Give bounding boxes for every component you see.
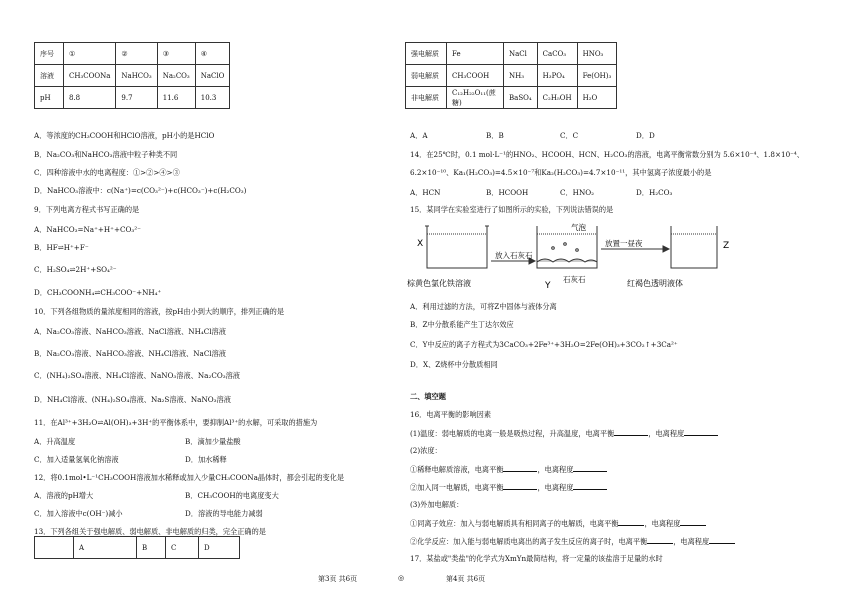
q10-option-c: C．(NH₄)₂SO₄溶液、NH₄Cl溶液、NaNO₃溶液、Na₂CO₃溶液: [34, 371, 240, 380]
label-x-letter: X: [417, 239, 424, 249]
cell: pH: [35, 87, 64, 109]
q15-option-a: A．利用过滤的方法，可将Z中固体与液体分离: [410, 302, 557, 311]
q14-option-b: B．HCOOH: [486, 188, 529, 197]
q16-3-1-text-a: ①同离子效应：加入与弱电解质具有相同离子的电解质，电离平衡: [410, 519, 619, 528]
q16-title: 16．电离平衡的影响因素: [410, 410, 492, 419]
q13-option-a: A．A: [410, 131, 428, 140]
step1-label: 放入石灰石: [495, 251, 533, 260]
cell: ①: [64, 43, 116, 65]
q16-2-2-text-a: ②加入同一电解质，电离平衡: [410, 483, 504, 492]
answer-blank[interactable]: [684, 428, 718, 436]
cell: 8.8: [64, 87, 116, 109]
cell: C₁₂H₂₂O₁₁(蔗糖): [447, 87, 504, 109]
q8-option-a: A．等浓度的CH₃COOH和HClO溶液，pH小的是HClO: [34, 131, 215, 140]
bubble-dot: [564, 243, 567, 246]
cell: 强电解质: [406, 43, 447, 65]
q11-option-b: B．滴加少量盐酸: [185, 437, 241, 446]
cell: B: [137, 537, 166, 559]
cell: 溶液: [35, 65, 64, 87]
q14-option-a: A．HCN: [410, 188, 441, 197]
cell: 11.6: [157, 87, 195, 109]
q11-option-a: A．升高温度: [34, 437, 76, 446]
q10-option-a: A．Na₂CO₃溶液、NaHCO₃溶液、NaCl溶液、NH₄Cl溶液: [34, 327, 226, 336]
answer-blank[interactable]: [680, 518, 706, 526]
cell: 弱电解质: [406, 65, 447, 87]
cell: NaClO: [195, 65, 230, 87]
cell: NaHCO₃: [116, 65, 157, 87]
q13-option-c: C．C: [560, 131, 579, 140]
cell: D: [199, 537, 240, 559]
cell: 9.7: [116, 87, 157, 109]
q16-3: (3)外加电解质：: [410, 500, 464, 509]
q16-1-text-b: ，电离程度: [648, 429, 685, 438]
answer-blank[interactable]: [618, 518, 644, 526]
answer-blank[interactable]: [614, 428, 648, 436]
answer-blank[interactable]: [709, 536, 735, 544]
q10-option-d: D．NH₄Cl溶液、(NH₄)₂SO₄溶液、Na₂S溶液、NaNO₃溶液: [34, 395, 231, 404]
q14-line1: 14．在25℃时，0.1 mol·L⁻¹的HNO₂、HCOOH、HCN、H₂CO₃的溶液，电离平衡常数分别为 5.6×10⁻⁴、1.8×10⁻⁴、: [410, 150, 804, 159]
center-mark: ◎: [398, 574, 405, 582]
q15-option-c: C．Y中反应的离子方程式为3CaCO₃+2Fe³⁺+3H₂O=2Fe(OH)₃+3CO₂↑+3Ca²⁺: [410, 340, 678, 349]
left-ph-table: [34, 42, 230, 109]
answer-blank[interactable]: [647, 536, 673, 544]
q11-option-c: C．加入适量氢氧化钠溶液: [34, 455, 119, 464]
q12-option-a: A．溶液的pH增大: [34, 491, 94, 500]
q15-option-b: B．Z中分散系能产生丁达尔效应: [410, 320, 514, 329]
cell: Na₂CO₃: [157, 65, 195, 87]
q9-option-c: C．H₂SO₄⇌2H⁺+SO₄²⁻: [34, 265, 117, 274]
q14-option-c: C．HNO₂: [560, 188, 595, 197]
cell: HNO₃: [577, 43, 617, 65]
cell: A: [74, 537, 137, 559]
bubble-dot: [576, 249, 579, 252]
q16-2-1: [410, 464, 607, 474]
experiment-diagram: [405, 218, 735, 296]
answer-blank[interactable]: [573, 464, 607, 472]
q9-title: 9．下列电离方程式书写正确的是: [34, 205, 140, 214]
q10-title: 10．下列各组物质的量浓度相同的溶液，按pH由小到大的顺序，排列正确的是: [34, 307, 285, 316]
q12-option-c: C．加入溶液中c(OH⁻)减小: [34, 509, 123, 518]
q13-option-d: D．D: [636, 131, 655, 140]
q17-text: 17．某盐或"类盐"的化学式为XmYn最简结构，将一定量的该盐溶于足量的水时: [410, 554, 663, 563]
cell: [35, 537, 74, 559]
cell: H₂O: [577, 87, 617, 109]
right-page-footer: 第4页 共6页: [446, 575, 486, 583]
cell: CH₃COONa: [64, 65, 116, 87]
cell: ④: [195, 43, 230, 65]
cell: ②: [116, 43, 157, 65]
q16-2-1-text-b: ，电离程度: [537, 465, 574, 474]
q14-line2: 6.2×10⁻¹⁰、Ka₁(H₂CO₃)=4.5×10⁻⁷和Ka₂(H₂CO₃)=4.7×10⁻¹¹，其中氢离子浓度最小的是: [410, 168, 712, 177]
stone-label: 石灰石: [563, 275, 586, 284]
q9-option-b: B．HF⇌H⁺+F⁻: [34, 243, 89, 252]
q9-option-d: D．CH₃COONH₄⇌CH₃COO⁻+NH₄⁺: [34, 288, 162, 297]
q13-header-table: [34, 536, 240, 559]
cell: CH₃COOH: [447, 65, 504, 87]
cell: Fe(OH)₃: [577, 65, 617, 87]
q14-option-d: D．H₂CO₃: [636, 188, 673, 197]
answer-blank[interactable]: [573, 482, 607, 490]
cell: 10.3: [195, 87, 230, 109]
bubble-dot: [552, 247, 555, 250]
cell: C: [166, 537, 199, 559]
q10-option-b: B．Na₂CO₃溶液、NaHCO₃溶液、NH₄Cl溶液、NaCl溶液: [34, 349, 226, 358]
q16-1-text-a: (1)温度：弱电解质的电离一般是吸热过程，升高温度，电离平衡: [410, 429, 615, 438]
cell: CaCO₃: [537, 43, 577, 65]
cell: BaSO₄: [504, 87, 538, 109]
beaker-z: [671, 226, 717, 268]
q15-option-d: D．X、Z烧杯中分散质相同: [410, 360, 498, 369]
cell: NH₃: [504, 65, 538, 87]
label-y-letter: Y: [545, 281, 551, 291]
answer-blank[interactable]: [503, 482, 537, 490]
q16-3-2-text-a: ②化学反应：加入能与弱电解质电离出的离子发生反应的离子时，电离平衡: [410, 537, 648, 546]
cell: Fe: [447, 43, 504, 65]
q8-option-d: D．NaHCO₃溶液中：c(Na⁺)=c(CO₃²⁻)+c(HCO₃⁻)+c(H₂CO₃): [34, 186, 247, 195]
q8-option-b: B．Na₂CO₃和NaHCO₃溶液中粒子种类不同: [34, 150, 178, 159]
q9-option-a: A．NaHCO₃=Na⁺+H⁺+CO₃²⁻: [34, 225, 141, 234]
beaker-y: [537, 226, 597, 268]
q16-2: (2)浓度：: [410, 446, 442, 455]
q13-option-b: B．B: [486, 131, 504, 140]
q12-option-d: D．溶液的导电能力减弱: [185, 509, 263, 518]
q8-option-c: C．四种溶液中水的电离程度：①>②>④>③: [34, 168, 180, 177]
q11-title: 11．在Al³⁺+3H₂O⇌Al(OH)₃+3H⁺的平衡体系中，要抑制Al³⁺的水解，可采取的措施为: [34, 418, 318, 427]
step2-label: 放置一昼夜: [605, 239, 643, 248]
q16-2-1-text-a: ①稀释电解质溶液，电离平衡: [410, 465, 504, 474]
label-z-solution: 红褐色透明液体: [627, 279, 683, 288]
cell: NaCl: [504, 43, 538, 65]
q12-option-b: B．CH₃COOH的电离度变大: [185, 491, 279, 500]
answer-blank[interactable]: [503, 464, 537, 472]
cell: H₃PO₄: [537, 65, 577, 87]
q16-2-2: [410, 482, 607, 492]
q15-title: 15．某同学在实验室进行了如图所示的实验，下列说法错误的是: [410, 205, 614, 214]
q16-3-2-text-b: ，电离程度: [673, 537, 710, 546]
label-z-letter: Z: [723, 241, 730, 251]
q16-2-2-text-b: ，电离程度: [537, 483, 574, 492]
cell: 非电解质: [406, 87, 447, 109]
q16-1: [410, 428, 718, 438]
q16-3-1-text-b: ，电离程度: [644, 519, 681, 528]
q16-3-2: [410, 536, 735, 546]
q16-3-1: [410, 518, 706, 528]
beaker-x: [425, 226, 489, 268]
cell: ③: [157, 43, 195, 65]
cell: C₂H₅OH: [537, 87, 577, 109]
left-page-footer: 第3页 共6页: [318, 575, 358, 583]
right-classification-table: [405, 42, 617, 109]
label-x-solution: 棕黄色氯化铁溶液: [407, 279, 471, 288]
section-fill-in: 二、填空题: [410, 392, 446, 401]
bubble-label: 气泡: [571, 223, 586, 232]
cell: 序号: [35, 43, 64, 65]
q13-title: 13．下列各组关于强电解质、弱电解质、非电解质的归类，完全正确的是: [34, 527, 266, 536]
q12-title: 12．将0.1mol•L⁻¹CH₃COOH溶液加水稀释或加入少量CH₃COONa晶体时，都会引起的变化是: [34, 473, 345, 482]
q11-option-d: D．加水稀释: [185, 455, 227, 464]
